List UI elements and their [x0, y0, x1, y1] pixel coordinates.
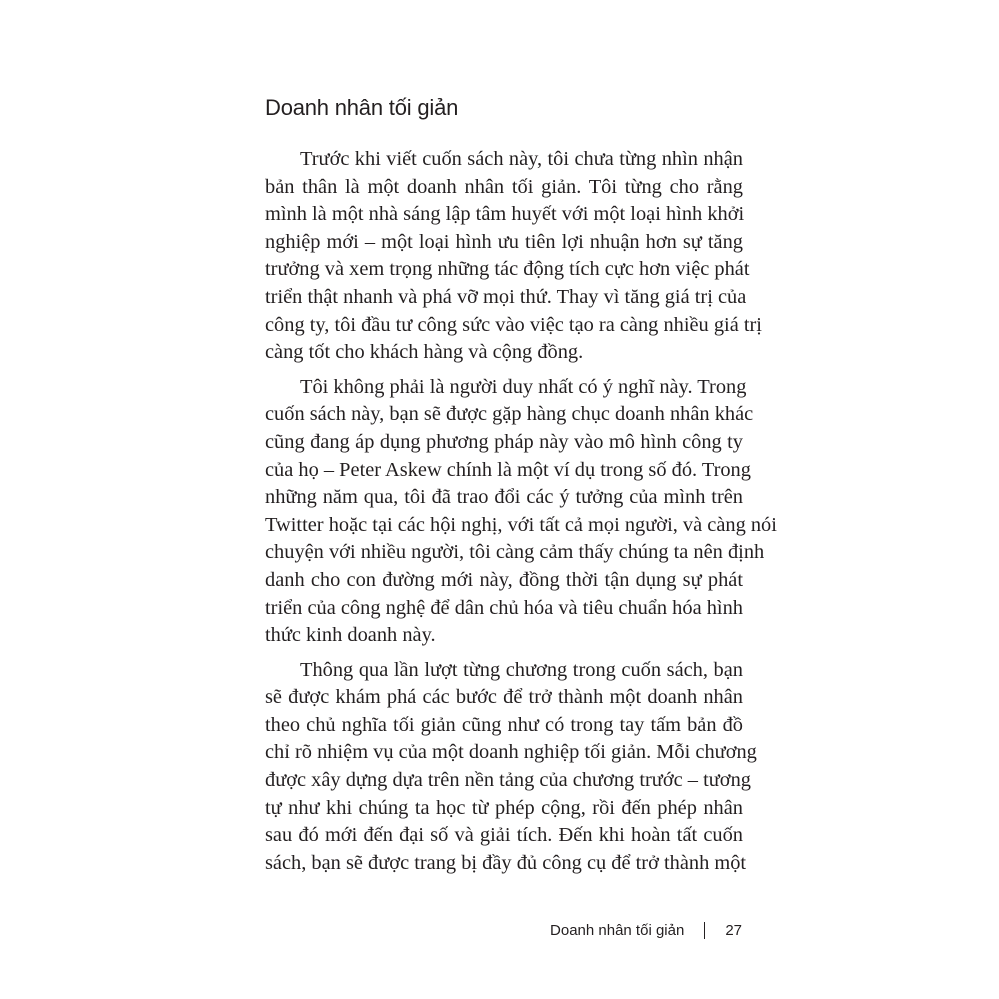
page-number: 27	[725, 922, 742, 939]
text-line: mình là một nhà sáng lập tâm huyết với một loại hình khởi	[265, 203, 745, 226]
text-line: thức kinh doanh này.	[265, 624, 436, 647]
text-line: chuyện với nhiều người, tôi càng cảm thấy chúng ta nên định	[265, 541, 765, 564]
text-line: danh cho con đường mới này, đồng thời tận dụng sự phát	[265, 568, 743, 591]
page-footer	[550, 922, 742, 939]
text-line: tự như khi chúng ta học từ phép cộng, rồi đến phép nhân	[265, 796, 743, 819]
section-heading: Doanh nhân tối giản	[265, 95, 459, 120]
text-line: những năm qua, tôi đã trao đổi các ý tưởng của mình trên	[265, 486, 743, 509]
text-line: sau đó mới đến đại số và giải tích. Đến khi hoàn tất cuốn	[265, 824, 743, 847]
text-line: bản thân là một doanh nhân tối giản. Tôi từng cho rằng	[265, 175, 743, 198]
footer-divider	[704, 922, 705, 939]
paragraph	[265, 657, 757, 878]
text-line: Trước khi viết cuốn sách này, tôi chưa từng nhìn nhận	[300, 148, 743, 170]
text-line: trưởng và xem trọng những tác động tích cực hơn việc phát	[265, 258, 750, 281]
paragraph	[265, 146, 762, 367]
text-line: càng tốt cho khách hàng và cộng đồng.	[265, 341, 584, 364]
text-line: theo chủ nghĩa tối giản cũng như có trong tay tấm bản đồ	[265, 713, 743, 736]
text-line: được xây dựng dựa trên nền tảng của chương trước – tương	[265, 769, 751, 792]
text-line: sẽ được khám phá các bước để trở thành một doanh nhân	[265, 686, 743, 709]
text-line: Tôi không phải là người duy nhất có ý nghĩ này. Trong	[300, 375, 747, 398]
text-line: Twitter hoặc tại các hội nghị, với tất cả mọi người, và càng nói	[265, 513, 777, 536]
text-line: của họ – Peter Askew chính là một ví dụ trong số đó. Trong	[265, 458, 751, 481]
text-line: công ty, tôi đầu tư công sức vào việc tạo ra càng nhiều giá trị	[265, 313, 762, 336]
running-title: Doanh nhân tối giản	[550, 922, 685, 939]
text-line: Thông qua lần lượt từng chương trong cuốn sách, bạn	[300, 658, 743, 681]
text-line: cuốn sách này, bạn sẽ được gặp hàng chục doanh nhân khác	[265, 403, 754, 426]
body-text	[265, 146, 777, 884]
text-line: triển thật nhanh và phá vỡ mọi thứ. Thay vì tăng giá trị của	[265, 285, 747, 308]
paragraph	[265, 374, 777, 650]
text-line: cũng đang áp dụng phương pháp này vào mô hình công ty	[265, 430, 743, 453]
text-line: chỉ rõ nhiệm vụ của một doanh nghiệp tối giản. Mỗi chương	[265, 741, 757, 764]
text-line: triển của công nghệ để dân chủ hóa và tiêu chuẩn hóa hình	[265, 596, 743, 619]
text-line: nghiệp mới – một loại hình ưu tiên lợi nhuận hơn sự tăng	[265, 230, 743, 253]
text-line: sách, bạn sẽ được trang bị đầy đủ công cụ để trở thành một	[265, 851, 747, 874]
